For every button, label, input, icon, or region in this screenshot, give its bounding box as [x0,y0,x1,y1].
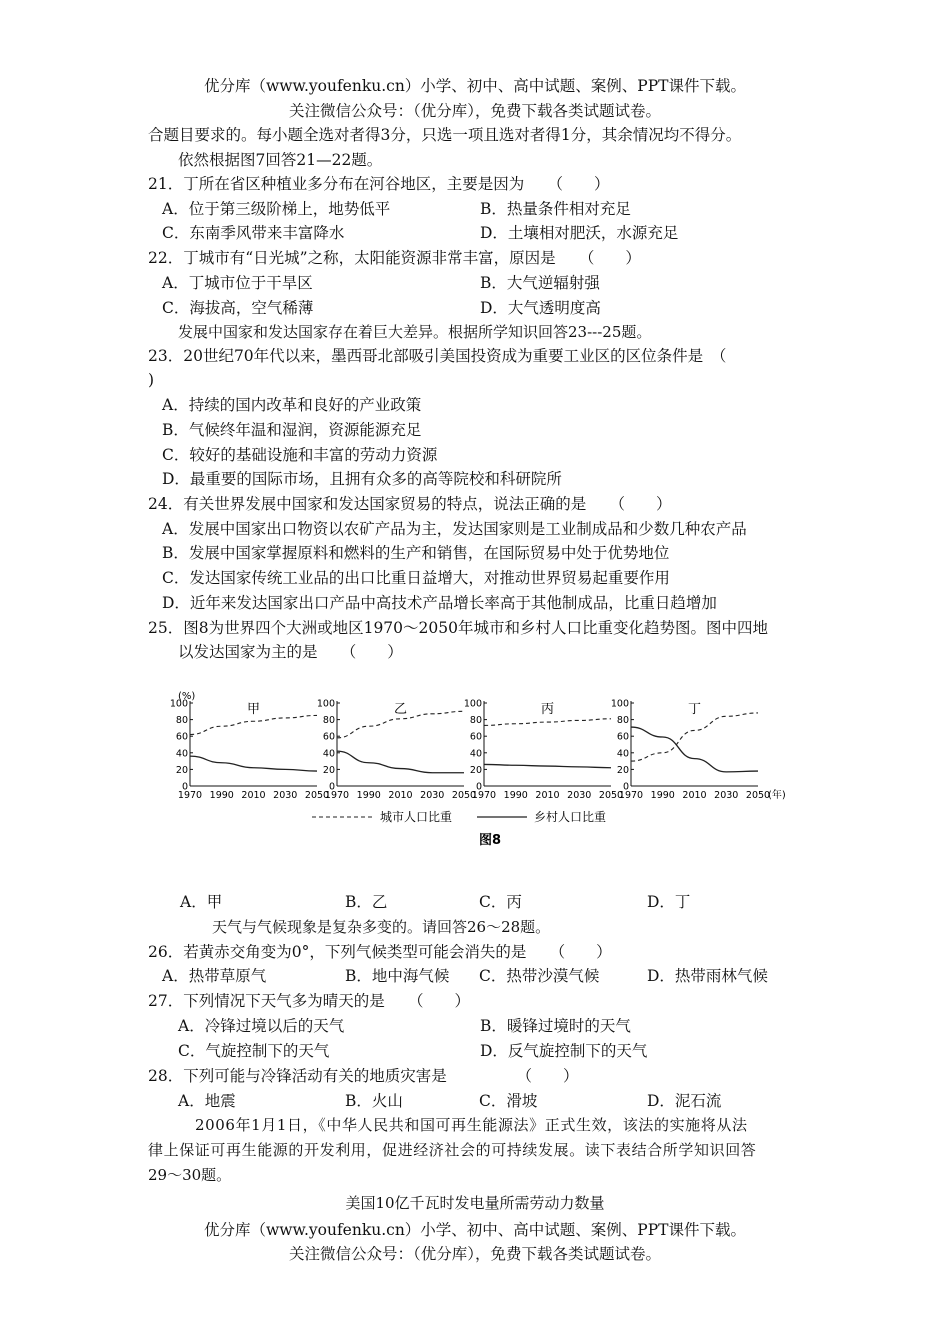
q27-option-c: C．气旋控制下的天气 [178,1042,330,1060]
intro-line-2: 依然根据图7回答21—22题。 [178,151,383,169]
panel-0-y-tick-label: 80 [175,715,188,727]
panel-0-name: 甲 [246,702,261,717]
panel-1-y-tick-label: 0 [328,781,335,793]
header-line-1: 优分库（www.youfenku.cn）小学、初中、高中试题、案例、PPT课件下载。 [203,77,747,95]
q23-option-c: C．较好的基础设施和丰富的劳动力资源 [162,446,438,464]
table-title: 美国10亿千瓦时发电量所需劳动力数量 [345,1194,605,1212]
panel-3-x-tick-label: 2030 [714,790,739,801]
panel-3-y-tick-label: 60 [616,731,629,743]
q28-option-b: B．火山 [345,1092,403,1110]
panel-1-y-tick-label: 60 [322,731,335,743]
panel-0-x-tick-label: 2050 [304,790,330,801]
panel-3-x-tick-label: 1970 [618,790,644,801]
panel-1-x-tick-label: 1970 [324,790,350,801]
q23-option-d: D．最重要的国际市场，且拥有众多的高等院校和科研院所 [162,470,562,488]
panel-0-y-tick-label: 0 [181,781,188,793]
section-4-intro-line-3: 29～30题。 [148,1166,232,1184]
panel-1-y-tick-label: 80 [322,715,335,727]
panel-1-y-tick-label: 40 [322,748,335,760]
panel-0-x-tick-label: 1970 [177,790,203,801]
panel-0-y-tick-label: 40 [175,748,188,760]
section-4-intro-line-2: 律上保证可再生能源的开发利用，促进经济社会的可持续发展。读下表结合所学知识回答 [148,1141,757,1159]
panel-1-x-tick-label: 2010 [388,790,413,801]
panel-3-y-tick-label: 20 [616,764,629,776]
panel-3-x-tick-label: 2010 [682,790,707,801]
q28-option-c: C．滑坡 [479,1092,538,1110]
panel-3-x-tick-label: 1990 [650,790,675,801]
chart-title: 图8 [478,833,502,848]
q24-option-b: B．发展中国家掌握原料和燃料的生产和销售，在国际贸易中处于优势地位 [162,544,670,562]
q25-option-a: A．甲 [180,893,223,911]
q22-option-d: D．大气透明度高 [480,299,601,317]
panel-0-rural-line [190,756,317,771]
q24-option-a: A．发展中国家出口物资以农矿产品为主，发达国家则是工业制成品和少数几种农产品 [162,520,747,538]
panel-2-x-tick-label: 1990 [503,790,528,801]
q27-option-b: B．暖锋过境时的天气 [480,1017,631,1035]
q22-option-c: C．海拔高，空气稀薄 [162,299,314,317]
panel-1-x-tick-label: 2050 [451,790,477,801]
x-axis-unit-label: (年) [768,790,786,801]
q26-option-b: B．地中海气候 [345,967,450,985]
q21-option-b: B．热量条件相对充足 [480,200,631,218]
panel-1-name: 乙 [393,702,408,717]
panel-3-name: 丁 [687,702,702,717]
panel-0-x-tick-label: 1990 [209,790,234,801]
q25-stem-cont: 以发达国家为主的是 （ ） [178,643,403,661]
panel-2-urban-line [484,719,611,726]
footer-line-2: 关注微信公众号：（优分库），免费下载各类试题试卷。 [288,1245,661,1263]
header-line-2: 关注微信公众号：（优分库），免费下载各类试题试卷。 [288,102,661,120]
panel-2-y-tick-label: 60 [469,731,482,743]
q23-stem: 23．20世纪70年代以来，墨西哥北部吸引美国投资成为重要工业区的区位条件是 （ [148,347,727,365]
q23-option-a: A．持续的国内改革和良好的产业政策 [162,396,422,414]
q28-option-d: D．泥石流 [647,1092,722,1110]
panel-1-y-tick-label: 100 [316,698,335,710]
figure-8-chart [169,686,812,854]
panel-3-y-tick-label: 0 [622,781,629,793]
q23-stem-cont: ) [148,371,155,389]
panel-1-y-tick-label: 20 [322,764,335,776]
q28-stem: 28．下列可能与冷锋活动有关的地质灾害是 （ ） [148,1067,579,1085]
y-axis-unit-label: (%) [178,691,196,702]
panel-3-x-tick-label: 2050 [745,790,771,801]
q24-option-d: D．近年来发达国家出口产品中高技术产品增长率高于其他制成品，比重日趋增加 [162,594,717,612]
panel-2-y-tick-label: 20 [469,764,482,776]
q26-option-c: C．热带沙漠气候 [479,967,600,985]
panel-0-y-tick-label: 60 [175,731,188,743]
panel-0-x-tick-label: 2030 [273,790,298,801]
panel-3-y-tick-label: 80 [616,715,629,727]
panel-2-rural-line [484,764,611,767]
q25-stem: 25．图8为世界四个大洲或地区1970～2050年城市和乡村人口比重变化趋势图。图中四地 [148,619,768,637]
q26-option-d: D．热带雨林气候 [647,967,768,985]
panel-2-y-tick-label: 80 [469,715,482,727]
q24-option-c: C．发达国家传统工业品的出口比重日益增大，对推动世界贸易起重要作用 [162,569,670,587]
q21-option-d: D．土壤相对肥沃，水源充足 [480,224,679,242]
panel-3-y-tick-label: 100 [610,698,629,710]
panel-0-y-tick-label: 20 [175,764,188,776]
panel-1-rural-line [337,751,464,773]
q21-option-c: C．东南季风带来丰富降水 [162,224,345,242]
panel-3-y-tick-label: 40 [616,748,629,760]
footer-line-1: 优分库（www.youfenku.cn）小学、初中、高中试题、案例、PPT课件下载。 [203,1221,747,1239]
panel-3-rural-line [631,727,758,772]
q28-option-a: A．地震 [178,1092,236,1110]
q21-option-a: A．位于第三级阶梯上，地势低平 [162,200,391,218]
panel-2-y-tick-label: 0 [475,781,482,793]
q27-option-a: A．冷锋过境以后的天气 [178,1017,345,1035]
section-3-intro: 天气与气候现象是复杂多变的。请回答26～28题。 [212,918,551,936]
panel-2-x-tick-label: 1970 [471,790,497,801]
q27-option-d: D．反气旋控制下的天气 [480,1042,648,1060]
legend-rural-label: 乡村人口比重 [534,810,607,824]
panel-0-y-tick-label: 100 [169,698,188,710]
panel-2-x-tick-label: 2050 [598,790,624,801]
q21-stem: 21．丁所在省区种植业多分布在河谷地区，主要是因为 （ ） [148,175,610,193]
section-2-intro: 发展中国家和发达国家存在着巨大差异。根据所学知识回答23---25题。 [178,323,652,341]
q26-stem: 26．若黄赤交角变为0°，下列气候类型可能会消失的是 （ ） [148,943,612,961]
panel-0-urban-line [190,715,317,734]
panel-1-x-tick-label: 1990 [356,790,381,801]
panel-2-y-tick-label: 40 [469,748,482,760]
legend-urban-label: 城市人口比重 [380,810,453,824]
q25-option-b: B．乙 [345,893,388,911]
q26-option-a: A．热带草原气 [162,967,267,985]
section-4-intro-line-1: 2006年1月1日，《中华人民共和国可再生能源法》正式生效，该法的实施将从法 [195,1116,748,1134]
q27-stem: 27．下列情况下天气多为晴天的是 （ ） [148,992,470,1010]
q22-option-b: B．大气逆辐射强 [480,274,600,292]
q25-option-c: C．丙 [479,893,522,911]
panel-2-x-tick-label: 2010 [535,790,560,801]
panel-0-x-tick-label: 2010 [241,790,266,801]
q22-stem: 22．丁城市有“日光城”之称，太阳能资源非常丰富，原因是 （ ） [148,249,641,267]
panel-3-urban-line [631,713,758,761]
intro-line-1: 合题目要求的。每小题全选对者得3分，只选一项且选对者得1分，其余情况均不得分。 [148,126,742,144]
q25-option-d: D．丁 [647,893,691,911]
panel-2-y-tick-label: 100 [463,698,482,710]
q24-stem: 24．有关世界发展中国家和发达国家贸易的特点，说法正确的是 （ ） [148,495,672,513]
panel-2-x-tick-label: 2030 [567,790,592,801]
q23-option-b: B．气候终年温和湿润，资源能源充足 [162,421,422,439]
panel-2-name: 丙 [540,702,555,717]
panel-1-x-tick-label: 2030 [420,790,445,801]
q22-option-a: A．丁城市位于干旱区 [162,274,313,292]
